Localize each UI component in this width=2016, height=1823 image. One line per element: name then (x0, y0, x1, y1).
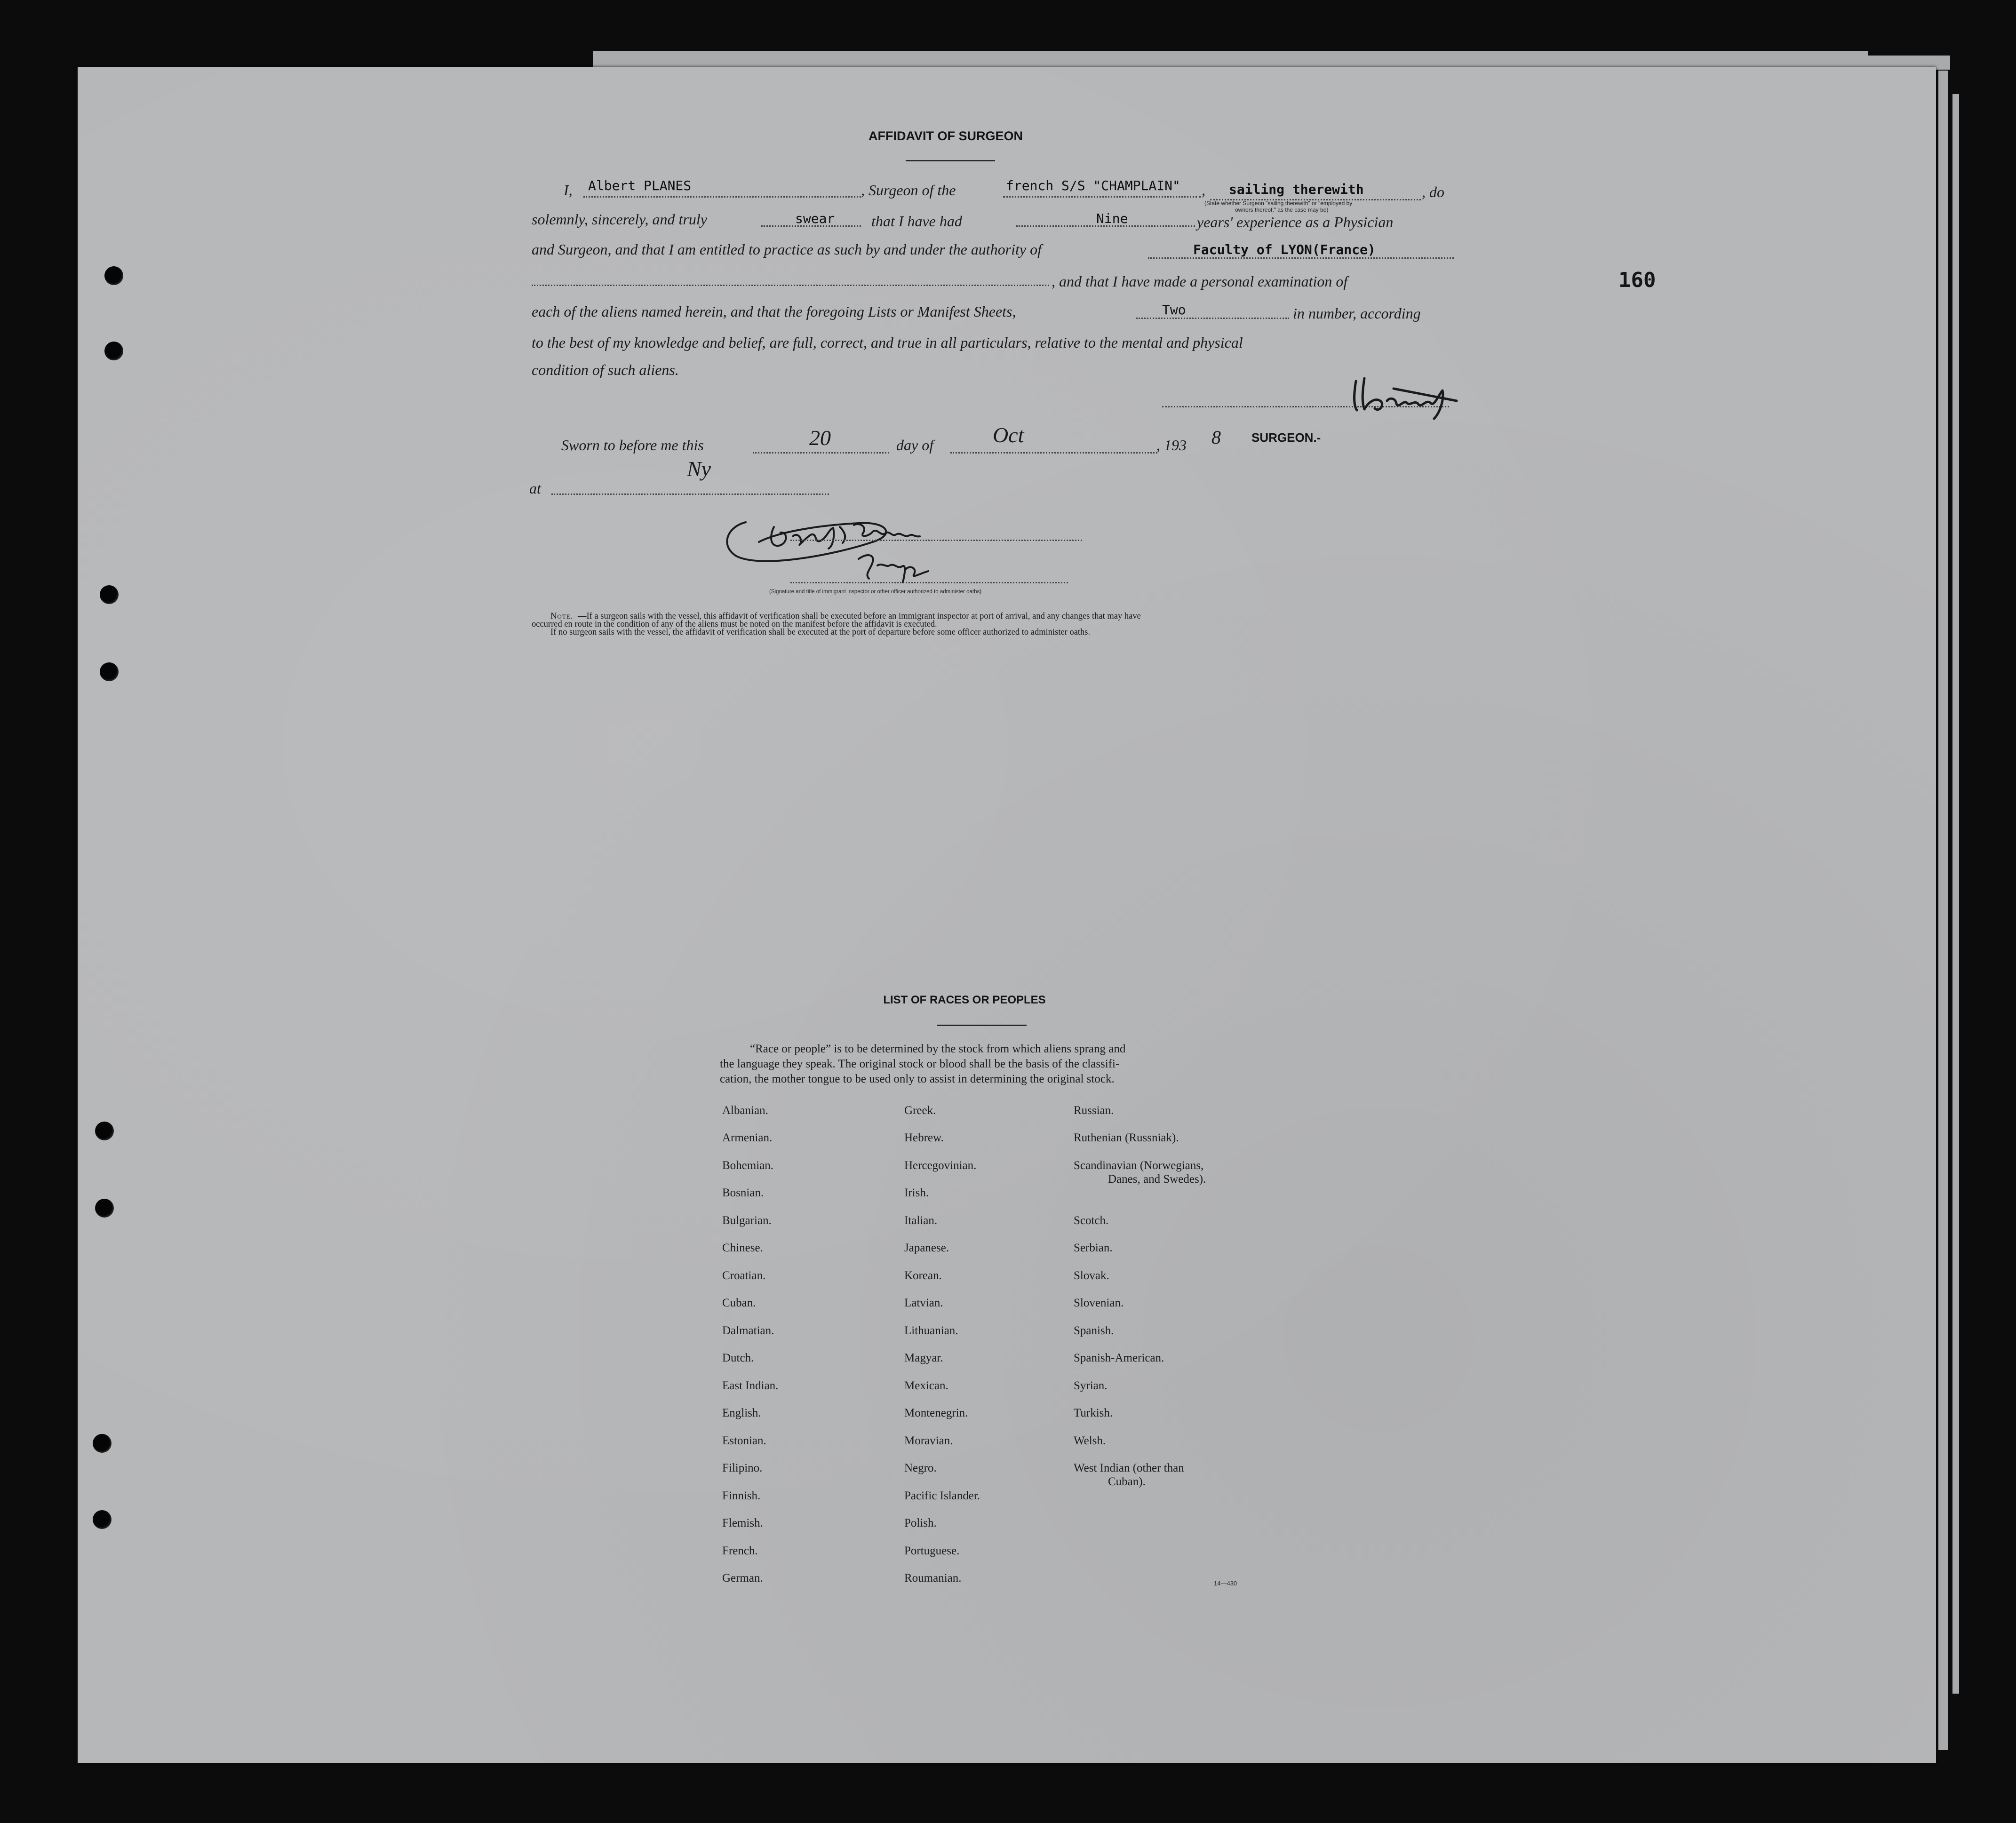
sailing-hint: (State whether Surgeon "sailing therewith" or "employed by (1204, 200, 1353, 207)
race-item: Cuban. (722, 1297, 756, 1309)
race-item: Bohemian. (722, 1159, 774, 1172)
race-item: Lithuanian. (904, 1324, 958, 1337)
signature-line (790, 581, 1068, 583)
race-item: Estonian. (722, 1434, 766, 1447)
binder-hole (93, 1434, 112, 1453)
note-text: occurred en route in the condition of any of the aliens must be noted on the manifest before the affidavit is executed. (532, 620, 937, 629)
field-dotted-line (1148, 257, 1454, 259)
officer-caption: (Signature and title of immigrant inspector or other officer authorized to administer oaths) (769, 589, 982, 595)
binder-hole (100, 585, 119, 604)
field-dotted-line (583, 196, 861, 198)
race-item: Cuban). (1108, 1475, 1146, 1488)
race-item: Croatian. (722, 1269, 766, 1282)
race-item: Mexican. (904, 1379, 948, 1392)
sailing-hint: owners thereof," as the case may be) (1235, 207, 1329, 213)
note-text: If no surgeon sails with the vessel, the affidavit of verification shall be executed at the port of departure before some officer authorized to administer oaths. (550, 628, 1091, 637)
race-item: Spanish-American. (1074, 1352, 1164, 1364)
affidavit-text: and Surgeon, and that I am entitled to practice as such by and under the authority of (532, 241, 1042, 258)
note-text: —If a surgeon sails with the vessel, this affidavit of verification shall be executed before an immigrant inspector at port of arrival, and any changes that may have (578, 612, 1141, 621)
field-dotted-line (761, 225, 861, 227)
form-number: 14—430 (1214, 1580, 1237, 1587)
vessel-field: french S/S "CHAMPLAIN" (1006, 178, 1180, 193)
sworn-day-field: 20 (809, 426, 831, 450)
authority-field: Faculty of LYON(France) (1193, 242, 1376, 257)
affidavit-text: each of the aliens named herein, and that the foregoing Lists or Manifest Sheets, (532, 303, 1016, 320)
affidavit-text: condition of such aliens. (532, 361, 679, 378)
race-item: Scotch. (1074, 1214, 1109, 1227)
document-page (78, 67, 1936, 1763)
intro-line: “Race or people” is to be determined by the stock from which aliens sprang and (750, 1043, 1126, 1055)
race-item: Finnish. (722, 1489, 761, 1502)
affidavit-text: , Surgeon of the (861, 182, 956, 199)
race-item: Latvian. (904, 1297, 943, 1309)
race-item: Slovenian. (1074, 1297, 1124, 1309)
field-dotted-line (532, 284, 1049, 286)
race-item: Syrian. (1074, 1379, 1108, 1392)
race-item: Chinese. (722, 1242, 763, 1254)
surgeon-name-field: Albert PLANES (588, 178, 692, 193)
race-item: Bosnian. (722, 1186, 764, 1199)
race-item: Japanese. (904, 1242, 949, 1254)
affidavit-text: , and that I have made a personal examination of (1052, 273, 1348, 290)
surgeon-label: SURGEON.- (1251, 430, 1321, 445)
sworn-text: day of (896, 437, 934, 454)
race-item: Montenegrin. (904, 1407, 968, 1419)
field-dotted-line (551, 493, 829, 495)
race-item: Turkish. (1074, 1407, 1113, 1419)
officer-signature (717, 503, 1000, 593)
race-item: Flemish. (722, 1517, 763, 1529)
binder-hole (95, 1199, 114, 1218)
intro-line: cation, the mother tongue to be used only to assist in determining the original stock. (720, 1073, 1115, 1085)
races-intro (720, 1042, 1125, 1087)
sworn-place-field: Ny (687, 457, 711, 481)
page-edge (1938, 71, 1948, 1750)
field-dotted-line (1016, 225, 1195, 227)
title-underline (906, 160, 995, 161)
sworn-text: Sworn to before me this (561, 437, 704, 454)
field-dotted-line (1136, 317, 1289, 319)
race-item: Italian. (904, 1214, 938, 1227)
sheets-field: Two (1162, 302, 1186, 318)
binder-hole (104, 266, 123, 285)
race-item: Polish. (904, 1517, 937, 1529)
race-item: Portuguese. (904, 1544, 960, 1557)
race-item: Filipino. (722, 1462, 763, 1474)
races-title-underline (937, 1025, 1027, 1026)
race-item: Serbian. (1074, 1242, 1113, 1254)
race-item: English. (722, 1407, 761, 1419)
signature-line (790, 539, 1082, 541)
affidavit-text: to the best of my knowledge and belief, are full, correct, and true in all particulars, relative to the mental and physical (532, 334, 1243, 351)
sworn-at-label: at (529, 480, 541, 497)
race-item: Greek. (904, 1104, 936, 1117)
race-item: Slovak. (1074, 1269, 1109, 1282)
race-item: Magyar. (904, 1352, 943, 1364)
race-item: East Indian. (722, 1379, 779, 1392)
race-item: German. (722, 1572, 763, 1584)
races-title: LIST OF RACES OR PEOPLES (883, 994, 1046, 1006)
affidavit-text: solemnly, sincerely, and truly (532, 211, 707, 228)
field-dotted-line (950, 452, 1157, 454)
race-item: Albanian. (722, 1104, 768, 1117)
race-item: Irish. (904, 1186, 929, 1199)
race-item: Spanish. (1074, 1324, 1114, 1337)
binder-hole (100, 662, 119, 681)
race-item: Dutch. (722, 1352, 754, 1364)
race-item: Russian. (1074, 1104, 1114, 1117)
race-item: Pacific Islander. (904, 1489, 980, 1502)
field-dotted-line (1003, 196, 1201, 198)
oath-type-field: swear (795, 211, 835, 226)
race-item: Negro. (904, 1462, 937, 1474)
race-item: Welsh. (1074, 1434, 1106, 1447)
race-item: Danes, and Swedes). (1108, 1173, 1206, 1186)
race-item: Roumanian. (904, 1572, 962, 1584)
binder-hole (104, 342, 123, 360)
sailing-status-field: sailing therewith (1229, 182, 1364, 197)
race-item: Scandinavian (Norwegians, (1074, 1159, 1204, 1172)
affidavit-text: that I have had (871, 213, 962, 230)
intro-line: the language they speak. The original stock or blood shall be the basis of the classifi- (720, 1058, 1120, 1070)
affidavit-text: , do (1422, 183, 1444, 200)
race-item: Dalmatian. (722, 1324, 774, 1337)
sworn-text: , 193 (1156, 437, 1187, 454)
race-item: West Indian (other than (1074, 1462, 1184, 1474)
field-dotted-line (753, 452, 889, 454)
sworn-year-digit: 8 (1211, 427, 1221, 448)
years-field: Nine (1096, 211, 1128, 226)
race-item: Armenian. (722, 1131, 773, 1144)
binder-hole (93, 1510, 112, 1529)
race-item: Ruthenian (Russniak). (1074, 1131, 1179, 1144)
race-item: French. (722, 1544, 758, 1557)
affidavit-text: I, (564, 182, 573, 199)
affidavit-title: AFFIDAVIT OF SURGEON (869, 129, 1023, 143)
race-item: Moravian. (904, 1434, 953, 1447)
race-item: Korean. (904, 1269, 942, 1282)
race-item: Hercegovinian. (904, 1159, 977, 1172)
page-edge (1952, 94, 1959, 1694)
binder-hole (95, 1122, 114, 1140)
affidavit-text: years' experience as a Physician (1197, 214, 1394, 231)
page-number: 160 (1618, 268, 1656, 292)
affidavit-text: , (1202, 182, 1205, 199)
race-item: Hebrew. (904, 1131, 944, 1144)
sworn-month-field: Oct (993, 423, 1024, 447)
surgeon-signature (1350, 372, 1468, 423)
note-label: Note. (550, 612, 574, 621)
race-item: Bulgarian. (722, 1214, 772, 1227)
affidavit-text: in number, according (1293, 305, 1421, 322)
